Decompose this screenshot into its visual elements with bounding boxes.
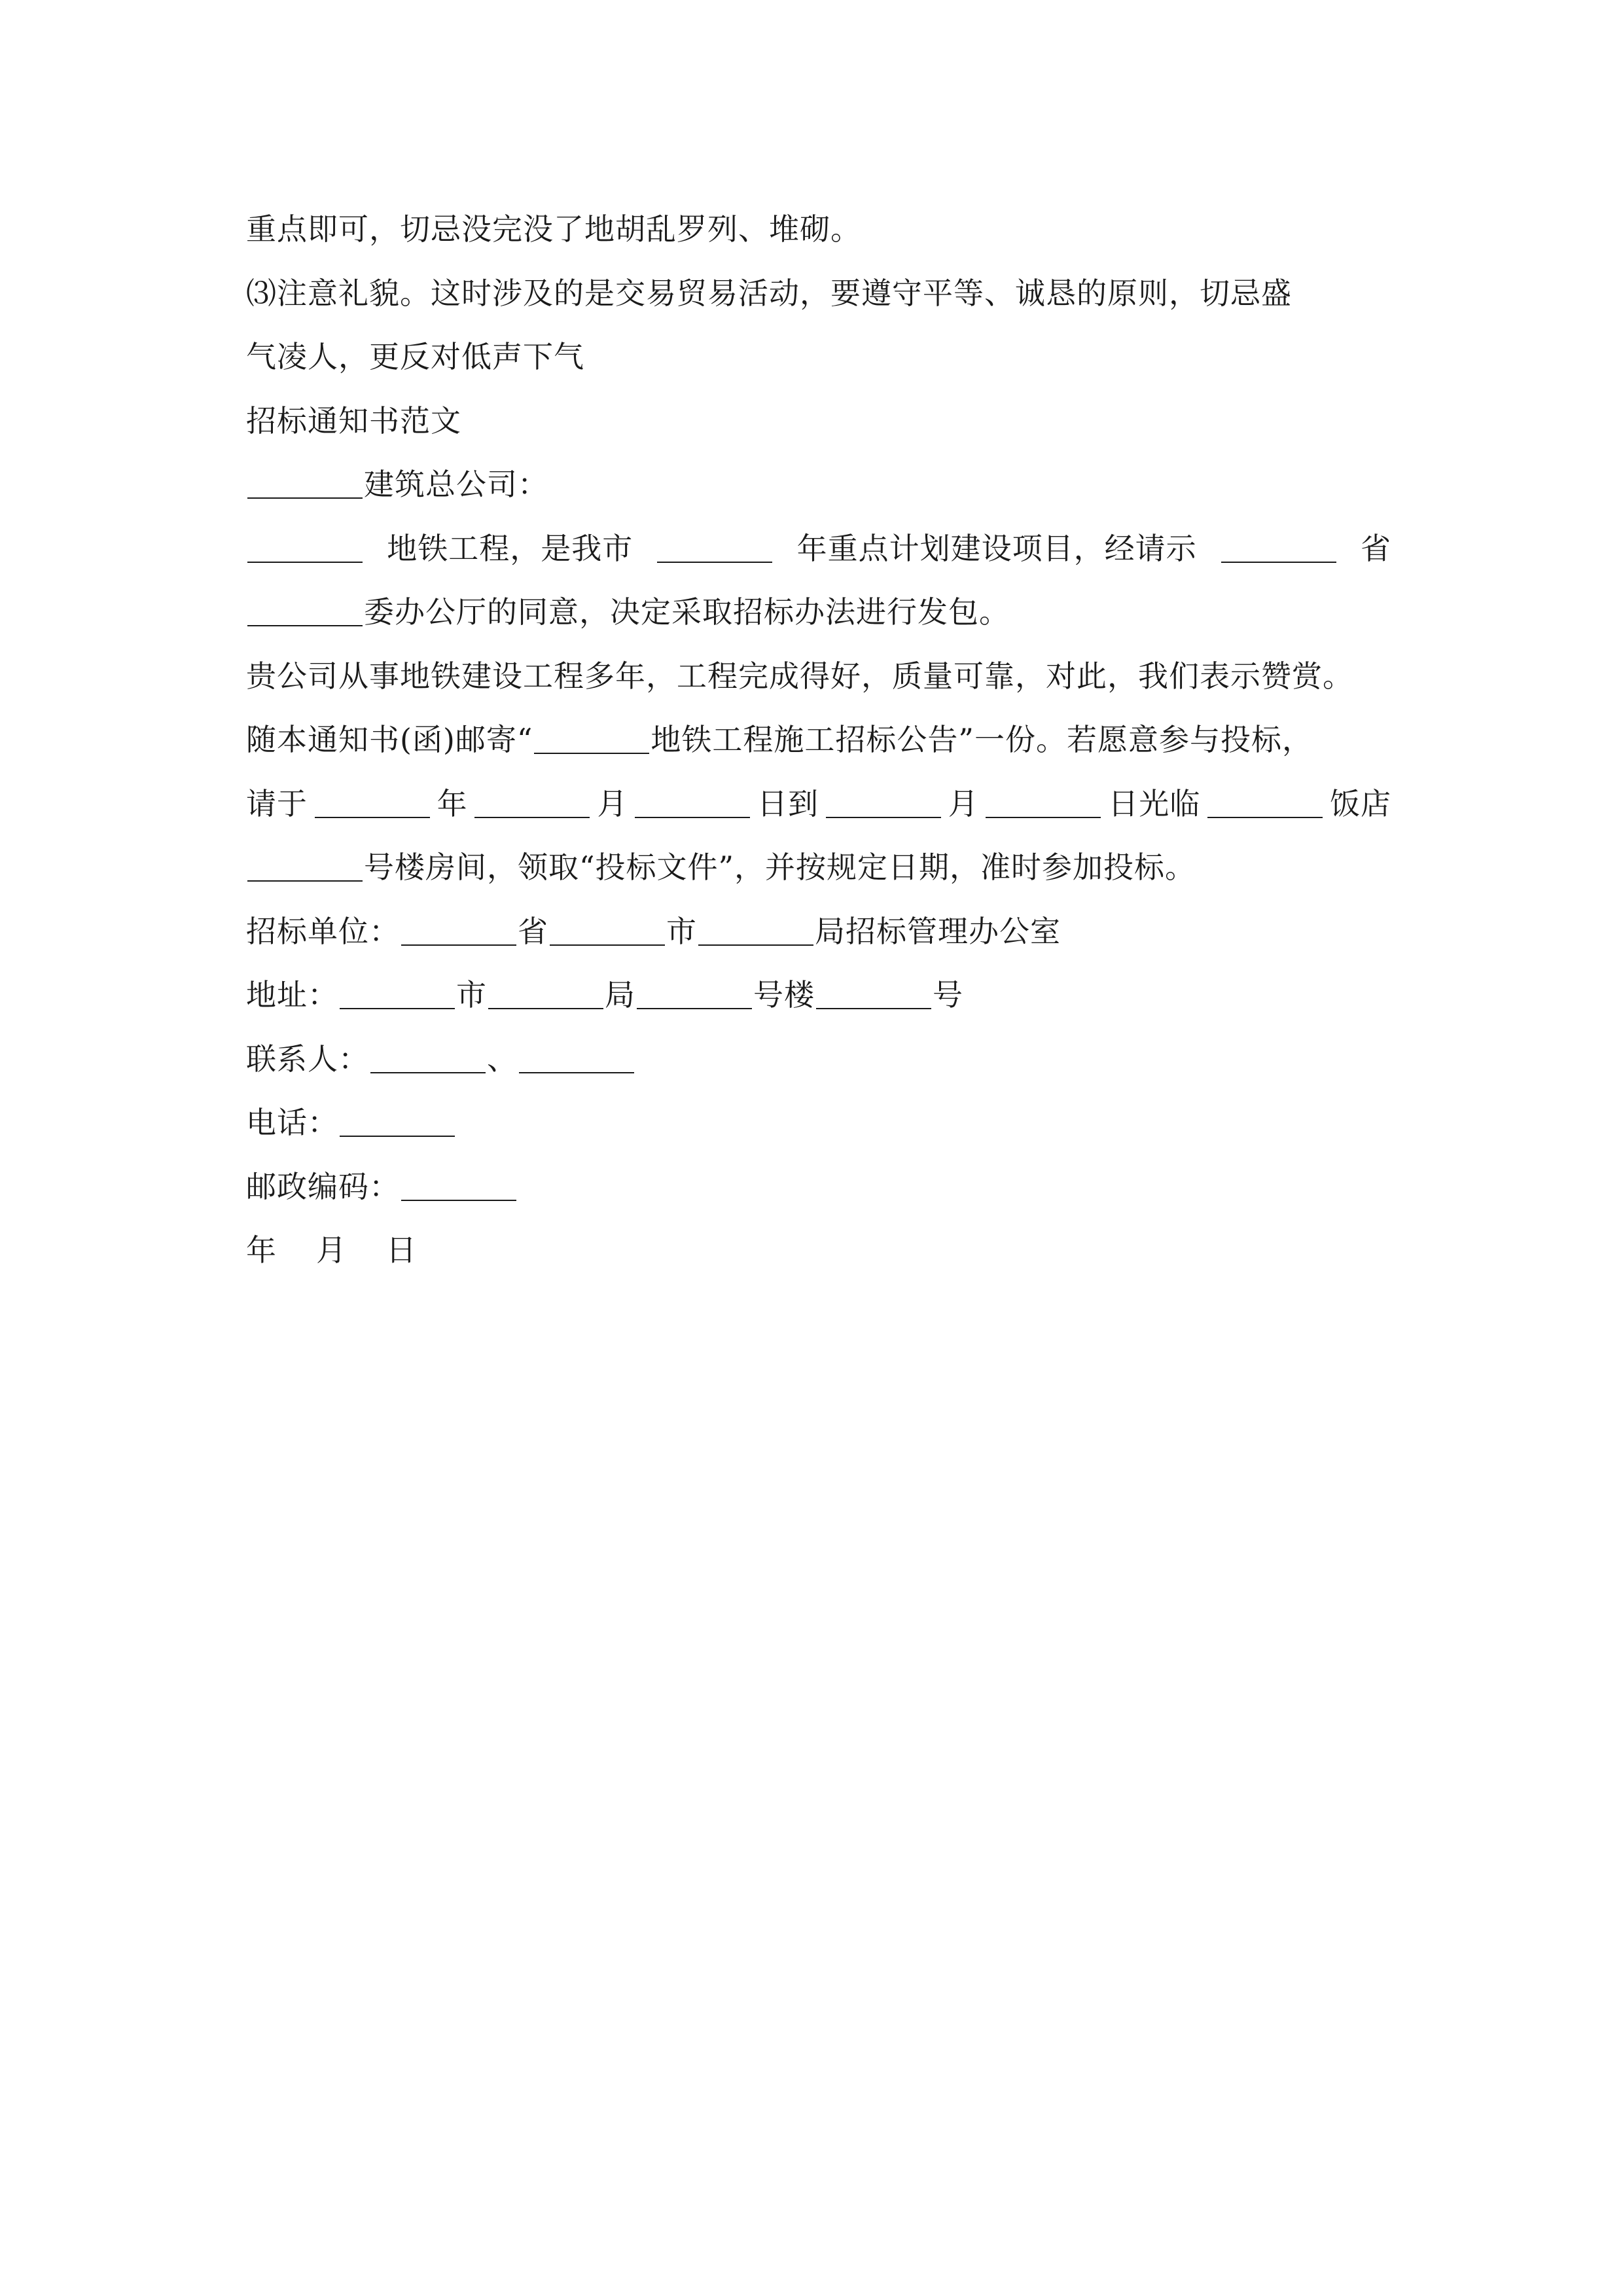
text-segment: 局 <box>605 977 635 1013</box>
salutation-line <box>246 453 1391 517</box>
fill-in-blank <box>247 467 363 499</box>
text-segment: 地铁工程施工招标公告”一份。若愿意参与投标， <box>651 722 1313 757</box>
date-month-label: 月 <box>316 1232 347 1268</box>
document-body <box>246 198 1391 1283</box>
fill-in-blank <box>986 787 1101 818</box>
contact-line <box>246 1028 1391 1092</box>
text-segment: 局招标管理办公室 <box>815 913 1061 949</box>
address-line <box>246 963 1391 1028</box>
date-line <box>246 1219 1391 1283</box>
date-day-label: 日 <box>386 1232 417 1268</box>
fill-in-blank <box>635 787 750 818</box>
line-part <box>473 772 591 836</box>
fill-in-blank <box>474 787 590 818</box>
fill-in-blank <box>247 595 363 626</box>
line-part <box>656 517 774 581</box>
line-part <box>984 772 1102 836</box>
line-part <box>1220 517 1338 581</box>
text-segment: 年 <box>437 785 468 821</box>
text-segment: 年重点计划建设项目，经请示 <box>796 530 1197 566</box>
line-part <box>313 772 431 836</box>
text-segment: 招标单位： <box>246 913 400 949</box>
text-segment: 重点即可，切忌没完没了地胡乱罗列、堆砌。 <box>246 211 861 247</box>
text-line <box>246 517 1391 581</box>
line-part <box>633 772 751 836</box>
fill-in-blank <box>816 978 931 1009</box>
text-segment: 地铁工程，是我市 <box>387 530 633 566</box>
line-part <box>246 517 364 581</box>
fill-in-blank <box>247 850 363 882</box>
line-part <box>1206 772 1324 836</box>
text-segment: 邮政编码： <box>246 1168 400 1204</box>
fill-in-blank <box>698 914 813 946</box>
section-title <box>246 389 1391 454</box>
fill-in-blank <box>637 978 752 1009</box>
fill-in-blank <box>550 914 665 946</box>
text-segment: 日到 <box>757 785 819 821</box>
text-segment: 市 <box>456 977 487 1013</box>
text-line <box>246 708 1391 772</box>
fill-in-blank <box>534 723 649 754</box>
text-segment: 建筑总公司： <box>364 467 548 502</box>
fill-in-blank <box>1207 787 1323 818</box>
fill-in-blank <box>401 1170 516 1201</box>
text-segment: 号楼房间，领取“投标文件”，并按规定日期，准时参加投标。 <box>364 850 1196 885</box>
text-segment: 省 <box>518 913 548 949</box>
text-segment: 号 <box>933 977 963 1013</box>
text-line <box>246 262 1391 326</box>
text-segment: 贵公司从事地铁建设工程多年，工程完成得好，质量可靠，对此，我们表示赞赏。 <box>246 658 1353 694</box>
text-line <box>246 325 1391 389</box>
text-segment: 月 <box>948 785 979 821</box>
fill-in-blank <box>340 1105 455 1137</box>
text-segment: 电话： <box>246 1105 338 1140</box>
fill-in-blank <box>519 1042 634 1073</box>
text-line <box>246 198 1391 262</box>
date-year-label: 年 <box>246 1232 277 1268</box>
fill-in-blank <box>1221 531 1336 563</box>
text-segment: 、 <box>487 1041 518 1077</box>
text-segment: 日光临 <box>1108 785 1201 821</box>
text-segment: 地址： <box>246 977 338 1013</box>
text-segment: 联系人： <box>246 1041 369 1077</box>
fill-in-blank <box>247 531 363 563</box>
text-segment: 市 <box>666 913 697 949</box>
text-segment: 气凌人，更反对低声下气 <box>246 339 584 374</box>
text-segment: 省 <box>1360 530 1391 566</box>
text-segment: 招标通知书范文 <box>246 403 461 439</box>
text-segment: 月 <box>597 785 628 821</box>
fill-in-blank <box>315 787 430 818</box>
bidding-unit-line <box>246 900 1391 964</box>
text-line <box>246 772 1391 836</box>
phone-line <box>246 1091 1391 1155</box>
text-line <box>246 836 1391 900</box>
text-line <box>246 645 1391 709</box>
line-part <box>825 772 942 836</box>
postal-code-line <box>246 1155 1391 1219</box>
fill-in-blank <box>340 978 455 1009</box>
text-segment: 随本通知书(函)邮寄“ <box>246 722 533 757</box>
text-segment: 委办公厅的同意，决定采取招标办法进行发包。 <box>364 594 1010 630</box>
text-segment: 请于 <box>246 785 308 821</box>
fill-in-blank <box>370 1042 486 1073</box>
fill-in-blank <box>657 531 772 563</box>
text-segment: 号楼 <box>753 977 815 1013</box>
fill-in-blank <box>826 787 941 818</box>
text-segment: 饭店 <box>1329 785 1391 821</box>
fill-in-blank <box>488 978 603 1009</box>
text-segment: ⑶注意礼貌。这时涉及的是交易贸易活动，要遵守平等、诚恳的原则，切忌盛 <box>246 275 1292 311</box>
text-line <box>246 581 1391 645</box>
fill-in-blank <box>401 914 516 946</box>
